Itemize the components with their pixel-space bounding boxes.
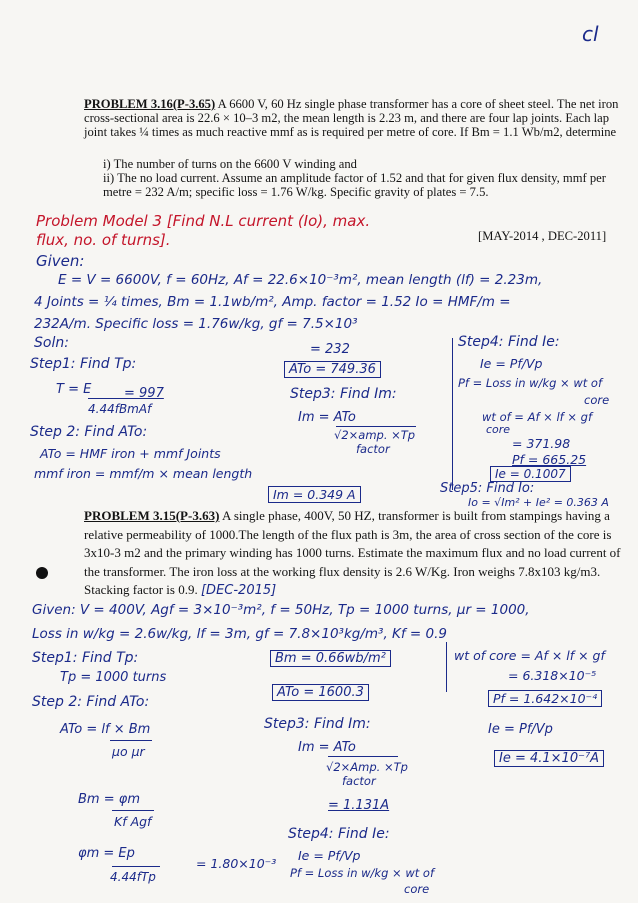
solution-label: Soln: (34, 335, 69, 351)
p315-step3-den: √2×Amp. ×Tp (326, 760, 408, 774)
p315-step1-heading: Step1: Find Tp: (32, 650, 139, 666)
p315-step4-line1: Ie = Pf/Vp (298, 848, 361, 863)
p315-step4-core: core (404, 882, 430, 896)
p315-wt-formula: wt of core = Af × lf × gf (454, 648, 605, 663)
problem-316-text: A 6600 V, 60 Hz single phase transformer has a core of sheet steel. The net iron cross-sectional area is 22.6 × 10–3 m2, the mean length is 2.23 m, and there are four lap joints. Each lap joint takes ¼ times as much reactive mmf as is required per metre of core. If Bm = 1.1 Wb/m2, determine (84, 97, 619, 139)
step4-line1: Ie = Pf/Vp (480, 356, 543, 371)
p315-wt-value: = 6.318×10⁻⁵ (508, 668, 597, 683)
step4-wt-value: = 371.98 (512, 436, 571, 451)
p315-step2-heading: Step 2: Find ATo: (32, 694, 150, 710)
given-line3: 232A/m. Specific loss = 1.76w/kg, gf = 7.5×10³ (34, 316, 358, 332)
p315-ie-formula: Ie = Pf/Vp (488, 722, 553, 737)
step3-heading: Step3: Find Im: (290, 386, 397, 402)
step4-line2: Pf = Loss in w/kg × wt of (458, 376, 602, 390)
p315-bm-den: Kf Agf (114, 814, 152, 829)
p315-phim-result: = 1.80×10⁻³ (196, 856, 277, 871)
step4-wt-core: core (486, 423, 511, 436)
problem-315-text: A single phase, 400V, 50 HZ, transformer is built from stampings having a relative permeability of 1000.The length of the flux path is 3m, the area of cross section of the core is 3x10-3 m2 and the primary winding has 1000 turns. Estimate the maximum flux and no load current of the transformer. The iron loss at the working flux density is 2.6 W/Kg. Iron weighs 7.8x103 kg/m3. Stacking factor is 0.9. (84, 508, 621, 597)
step1-formula-den: 4.44fBmAf (88, 402, 152, 416)
problem-316-q1: i) The number of turns on the 6600 V winding and (103, 157, 357, 171)
step1-heading: Step1: Find Tp: (30, 356, 137, 372)
step3-factor: factor (356, 442, 390, 456)
p315-step2-ato: ATo = lf × Bm (60, 722, 151, 737)
p315-ato-den: μo μr (112, 744, 145, 759)
step3-fraction-bar (336, 426, 416, 427)
p315-ato-fraction-bar (110, 740, 152, 741)
p315-phim-fraction-bar (112, 866, 160, 867)
step2-line2: mmf iron = mmf/m × mean length (34, 466, 253, 481)
step2-line1: ATo = HMF iron + mmf Joints (40, 446, 221, 461)
p315-step4-line2: Pf = Loss in w/kg × wt of (290, 866, 434, 880)
step4-core: core (584, 393, 610, 407)
step5-heading: Step5: Find Io: (440, 481, 535, 496)
problem-315-heading: PROBLEM 3.15(P-3.63) (84, 508, 220, 523)
problem-315-intro (84, 507, 626, 601)
p315-step1-value: Tp = 1000 turns (60, 670, 167, 685)
ato-result-box: ATo = 749.36 (284, 361, 381, 378)
mmf-value: = 232 (310, 342, 350, 357)
p315-phim-formula: φm = Ep (78, 846, 135, 861)
given-label: Given: (36, 252, 85, 270)
page-number: cl (582, 22, 599, 46)
problem-316-exam: [MAY-2014 , DEC-2011] (478, 229, 607, 243)
step1-formula-num: T = E (56, 382, 92, 397)
ie-result-box: Ie = 0.1007 (490, 466, 571, 482)
p315-given-line2: Loss in w/kg = 2.6w/kg, lf = 3m, gf = 7.8×10³kg/m³, Kf = 0.9 (32, 626, 447, 642)
p315-bm-fraction-bar (112, 810, 154, 811)
p315-im-result: = 1.131A (328, 798, 390, 813)
problem-316-intro (84, 97, 624, 139)
im-result-box: Im = 0.349 A (268, 486, 361, 503)
problem-316-q2: ii) The no load current. Assume an amplitude factor of 1.52 and that for given flux density, mmf per metre = 232 A/m; specific loss = 1.76 W/kg. Specific gravity of plates = 7.5. (103, 171, 606, 199)
step4-wt: wt of = Af × lf × gf (482, 410, 593, 424)
p315-bm-result-box: Bm = 0.66wb/m² (270, 650, 391, 667)
column-divider (452, 338, 453, 490)
p315-step3-formula: Im = ATo (298, 740, 356, 755)
problem-316-heading: PROBLEM 3.16(P-3.65) (84, 97, 216, 111)
p315-step3-fraction-bar (328, 756, 398, 757)
step4-heading: Step4: Find Ie: (458, 334, 560, 350)
step5-result: Io = √Im² + Ie² = 0.363 A (468, 496, 609, 509)
p315-step3-factor: factor (342, 774, 376, 788)
p315-step3-heading: Step3: Find Im: (264, 716, 371, 732)
p315-pf-result-box: Pf = 1.642×10⁻⁴ (488, 690, 602, 707)
model-note-line1: Problem Model 3 [Find N.L current (Io), max. (36, 212, 371, 230)
p315-column-divider (446, 642, 447, 692)
p315-bm-formula: Bm = φm (78, 792, 140, 807)
step3-formula-den: √2×amp. ×Tp (334, 428, 416, 442)
step4-pf-value: Pf = 665.25 (512, 452, 587, 467)
bullet-dot (36, 567, 48, 579)
p315-ie-result-box: Ie = 4.1×10⁻⁷A (494, 750, 604, 767)
p315-ato-result-box: ATo = 1600.3 (272, 684, 369, 701)
problem-315-exam: [DEC-2015] (200, 583, 277, 598)
given-line2: 4 Joints = ¼ times, Bm = 1.1wb/m², Amp. factor = 1.52 Io = HMF/m = (34, 294, 511, 310)
given-line1: E = V = 6600V, f = 60Hz, Af = 22.6×10⁻³m², mean length (lf) = 2.23m, (58, 272, 543, 288)
step3-formula-num: Im = ATo (298, 410, 356, 425)
model-note-line2: flux, no. of turns]. (36, 231, 171, 249)
p315-step4-heading: Step4: Find Ie: (288, 826, 390, 842)
p315-given-line1: Given: V = 400V, Agf = 3×10⁻³m², f = 50Hz, Tp = 1000 turns, μr = 1000, (32, 602, 530, 618)
step2-heading: Step 2: Find ATo: (30, 424, 148, 440)
p315-phim-den: 4.44fTp (110, 870, 156, 884)
step1-result: = 997 (124, 386, 164, 401)
